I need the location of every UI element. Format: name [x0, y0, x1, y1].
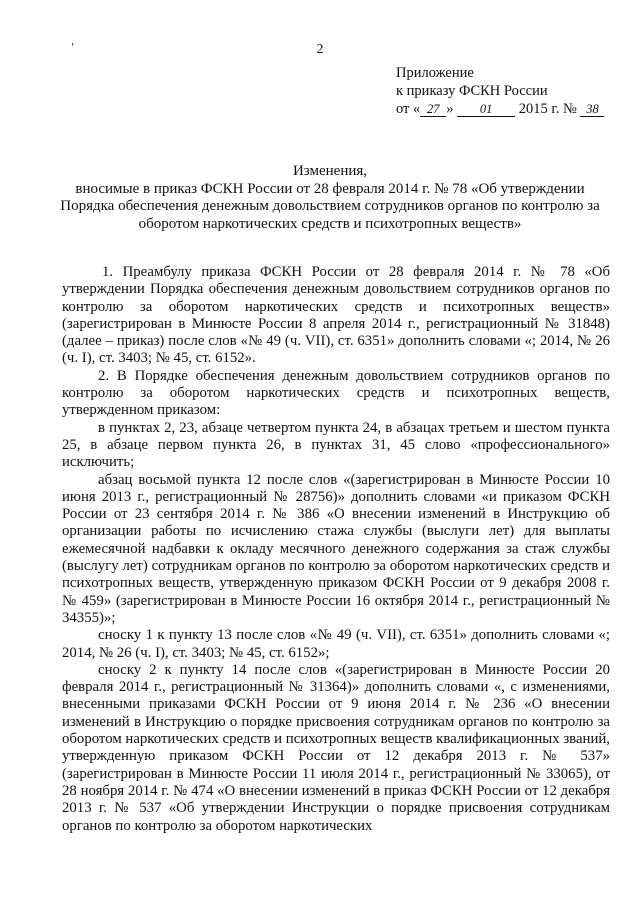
appendix-title: Приложение	[396, 65, 474, 81]
date-month: 01	[457, 102, 515, 117]
document-body	[62, 264, 610, 835]
date-day: 27	[420, 102, 446, 117]
paragraph-2: 2. В Порядке обеспечения денежным довольствием сотрудников органов по контролю за оборотом наркотических средств и психотропных веществ, утвержденном приказом:	[62, 367, 610, 419]
scan-speck: ˌ	[70, 29, 76, 46]
paragraph-1: 1. Преамбулу приказа ФСКН России от 28 февраля 2014 г. № 78 «Об утверждении Порядка обеспечения денежным довольствием сотрудников органов по контролю за оборотом наркотических средств и психотропных веществ» (зарегистрирован в Минюсте России 8 апреля 2014 г., регистрационный № 31848) (далее – приказ) после слов «№ 49 (ч. VII), ст. 6351» дополнить словами «; 2014, № 26 (ч. I), ст. 3403; № 45, ст. 6152».	[62, 264, 610, 367]
title-line-2: вносимые в приказ ФСКН России от 28 февраля 2014 г. № 78 «Об утверждении	[75, 180, 585, 197]
date-quote: »	[446, 101, 454, 117]
appendix-date-line	[396, 100, 604, 118]
page-number: 2	[316, 42, 324, 57]
paragraph-5: сноску 1 к пункту 13 после слов «№ 49 (ч. VII), ст. 6351» дополнить словами «; 2014, № 26 (ч. I), ст. 3403; № 45, ст. 6152»;	[62, 627, 610, 661]
paragraph-3: в пунктах 2, 23, абзаце четвертом пункта 24, в абзацах третьем и шестом пункта 25, в абзаце первом пункта 26, в пунктах 31, 45 слово «профессионального» исключить;	[62, 419, 610, 471]
paragraph-6: сноску 2 к пункту 14 после слов «(зарегистрирован в Минюсте России 20 февраля 2014 г., регистрационный № 31364)» дополнить словами «, с изменениями, внесенными приказами ФСКН России от 9 июня 2014 г. № 236 «О внесении изменений в Инструкцию о порядке присвоения сотрудникам органов по контролю за оборотом наркотических средств и психотропных веществ квалификационных званий, утвержденную приказом ФСКН России от 12 декабря 2013 г. № 537» (зарегистрирован в Минюсте России 11 июля 2014 г., регистрационный № 33065), от 28 ноября 2014 г. № 474 «О внесении изменений в приказ ФСКН России от 12 декабря 2013 г. № 537 «Об утверждении Инструкции о порядке присвоения сотрудникам органов по контролю за оборотом наркотических	[62, 661, 610, 834]
date-year: 2015 г. №	[518, 101, 577, 117]
order-number: 38	[580, 102, 604, 117]
title-line-3: Порядка обеспечения денежным довольствием сотрудников органов по контролю за	[60, 198, 600, 214]
paragraph-4: абзац восьмой пункта 12 после слов «(зарегистрирован в Минюсте России 10 июня 2013 г., регистрационный № 28756)» дополнить словами «и приказом ФСКН России от 23 сентября 2014 г. № 386 «О внесении изменений в Инструкцию об организации работы по исчислению стажа службы (выслуги лет) для выплаты ежемесячной надбавки к окладу месячного денежного содержания за стаж службы (выслугу лет) сотрудникам органов по контролю за оборотом наркотических средств и психотропных веществ, утвержденную приказом ФСКН России от 9 декабря 2008 г. № 459» (зарегистрирован в Минюсте России 16 октября 2014 г., регистрационный № 34355)»;	[62, 471, 610, 626]
appendix-order-ref: к приказу ФСКН России	[396, 83, 548, 99]
appendix-block	[396, 64, 604, 118]
title-line-1: Изменения,	[292, 163, 368, 179]
document-title	[40, 163, 620, 233]
title-line-4: оборотом наркотических средств и психотропных веществ»	[138, 215, 522, 232]
date-prefix: от «	[396, 101, 421, 117]
